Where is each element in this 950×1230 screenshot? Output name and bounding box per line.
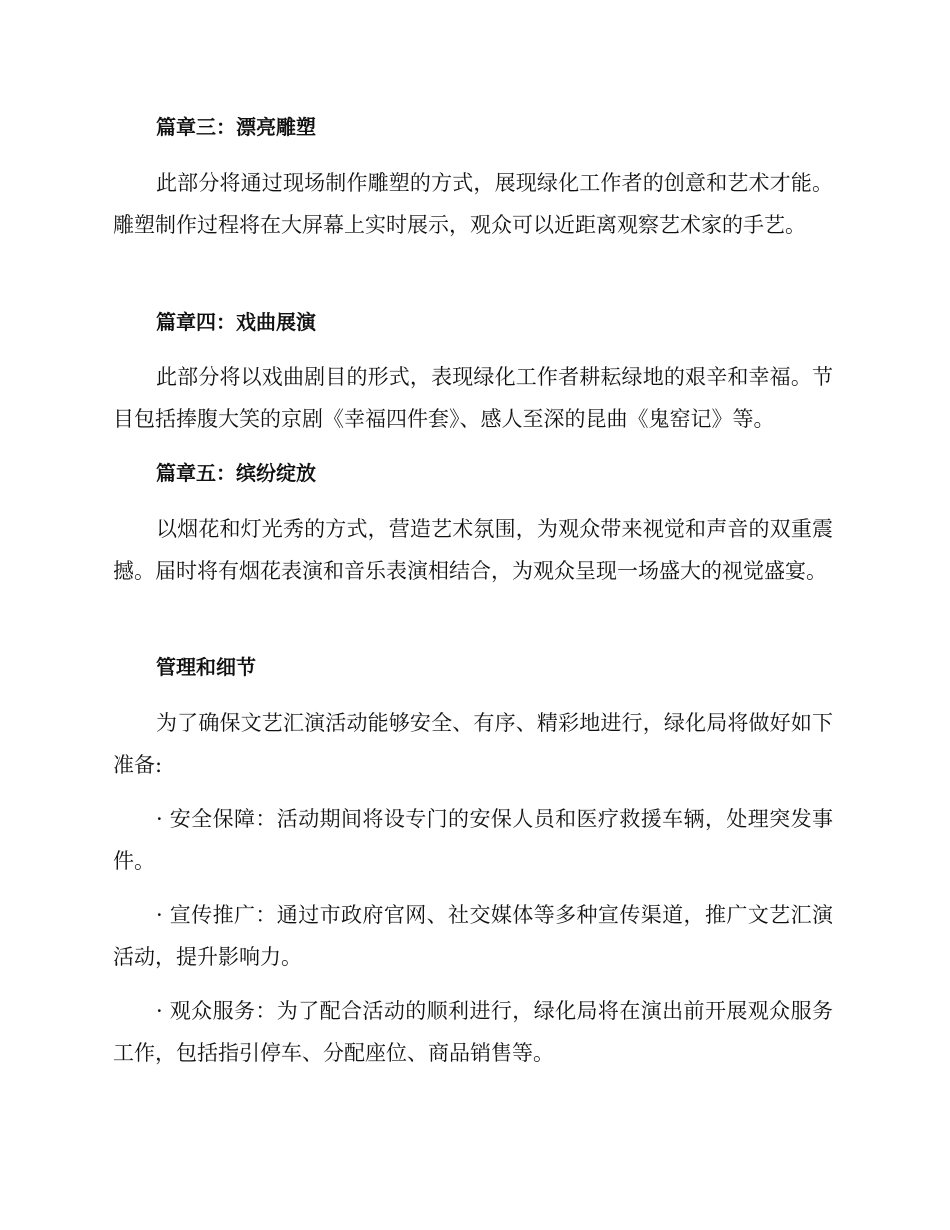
section-paragraph-chapter-3: 此部分将通过现场制作雕塑的方式，展现绿化工作者的创意和艺术才能。雕塑制作过程将在大屏幕上实时展示，观众可以近距离观察艺术家的手艺。 [113,171,833,237]
bullet-item-promotion: · 宣传推广：通过市政府官网、社交媒体等多种宣传渠道，推广文艺汇演活动，提升影响力。 [113,903,833,969]
bullet-item-audience-service: · 观众服务：为了配合活动的顺利进行，绿化局将在演出前开展观众服务工作，包括指引停车、分配座位、商品销售等。 [113,999,833,1065]
management-intro: 为了确保文艺汇演活动能够安全、有序、精彩地进行，绿化局将做好如下准备: [113,711,833,777]
section-heading-chapter-4: 篇章四：戏曲展演 [156,310,316,334]
section-paragraph-chapter-4: 此部分将以戏曲剧目的形式，表现绿化工作者耕耘绿地的艰辛和幸福。节目包括捧腹大笑的京剧《幸福四件套》、感人至深的昆曲《鬼窑记》等。 [113,365,833,431]
section-heading-chapter-5: 篇章五：缤纷绽放 [156,461,316,485]
section-paragraph-chapter-5: 以烟花和灯光秀的方式，营造艺术氛围，为观众带来视觉和声音的双重震撼。届时将有烟花表演和音乐表演相结合，为观众呈现一场盛大的视觉盛宴。 [113,517,833,583]
management-heading: 管理和细节 [156,655,256,679]
bullet-item-security: · 安全保障：活动期间将设专门的安保人员和医疗救援车辆，处理突发事件。 [113,807,833,873]
section-heading-chapter-3: 篇章三：漂亮雕塑 [156,115,316,139]
